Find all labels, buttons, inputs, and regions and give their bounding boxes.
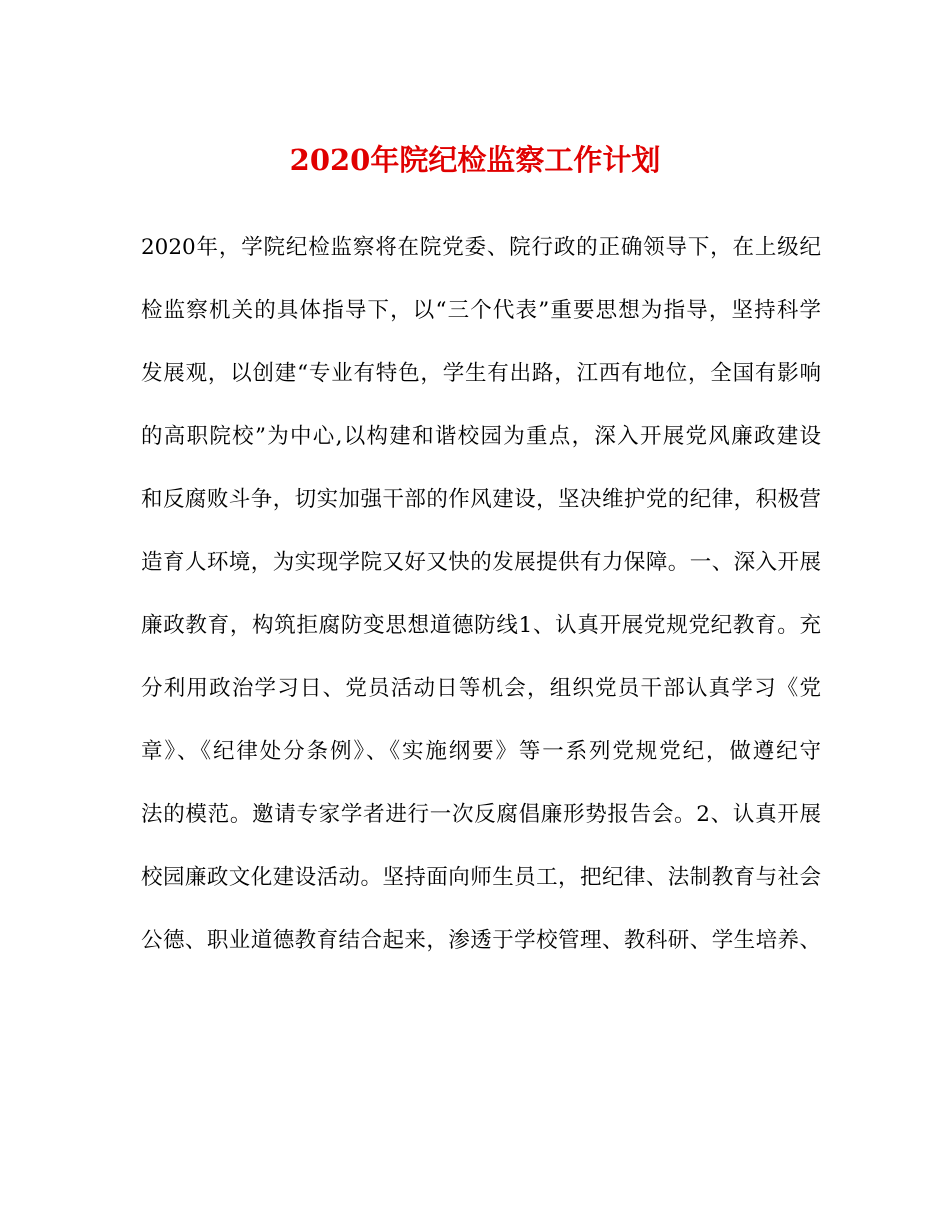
body-line: 2020年，学院纪检监察将在院党委、院行政的正确领导下，在上级纪 — [141, 235, 821, 260]
body-line: 廉政教育，构筑拒腐防变思想道德防线1、认真开展党规党纪教育。充 — [141, 613, 821, 638]
body-line: 校园廉政文化建设活动。坚持面向师生员工，把纪律、法制教育与社会 — [141, 865, 821, 890]
document-body — [141, 226, 821, 982]
body-line: 章》、《纪律处分条例》、《实施纲要》等一系列党规党纪，做遵纪守 — [141, 739, 821, 764]
body-line: 发展观，以创建“专业有特色，学生有出路，江西有地位，全国有影响 — [141, 361, 821, 386]
body-line: 的高职院校”为中心,以构建和谐校园为重点，深入开展党风廉政建设 — [141, 424, 821, 449]
body-line: 法的模范。邀请专家学者进行一次反腐倡廉形势报告会。2、认真开展 — [141, 802, 821, 827]
body-line: 检监察机关的具体指导下，以“三个代表”重要思想为指导，坚持科学 — [141, 298, 821, 323]
body-line: 公德、职业道德教育结合起来，渗透于学校管理、教科研、学生培养、 — [141, 928, 821, 953]
body-line: 分利用政治学习日、党员活动日等机会，组织党员干部认真学习《党 — [141, 676, 821, 701]
body-line: 造育人环境，为实现学院又好又快的发展提供有力保障。一、深入开展 — [141, 550, 821, 575]
document-title: 2020年院纪检监察工作计划 — [289, 143, 661, 177]
body-line: 和反腐败斗争，切实加强干部的作风建设，坚决维护党的纪律，积极营 — [141, 487, 821, 512]
